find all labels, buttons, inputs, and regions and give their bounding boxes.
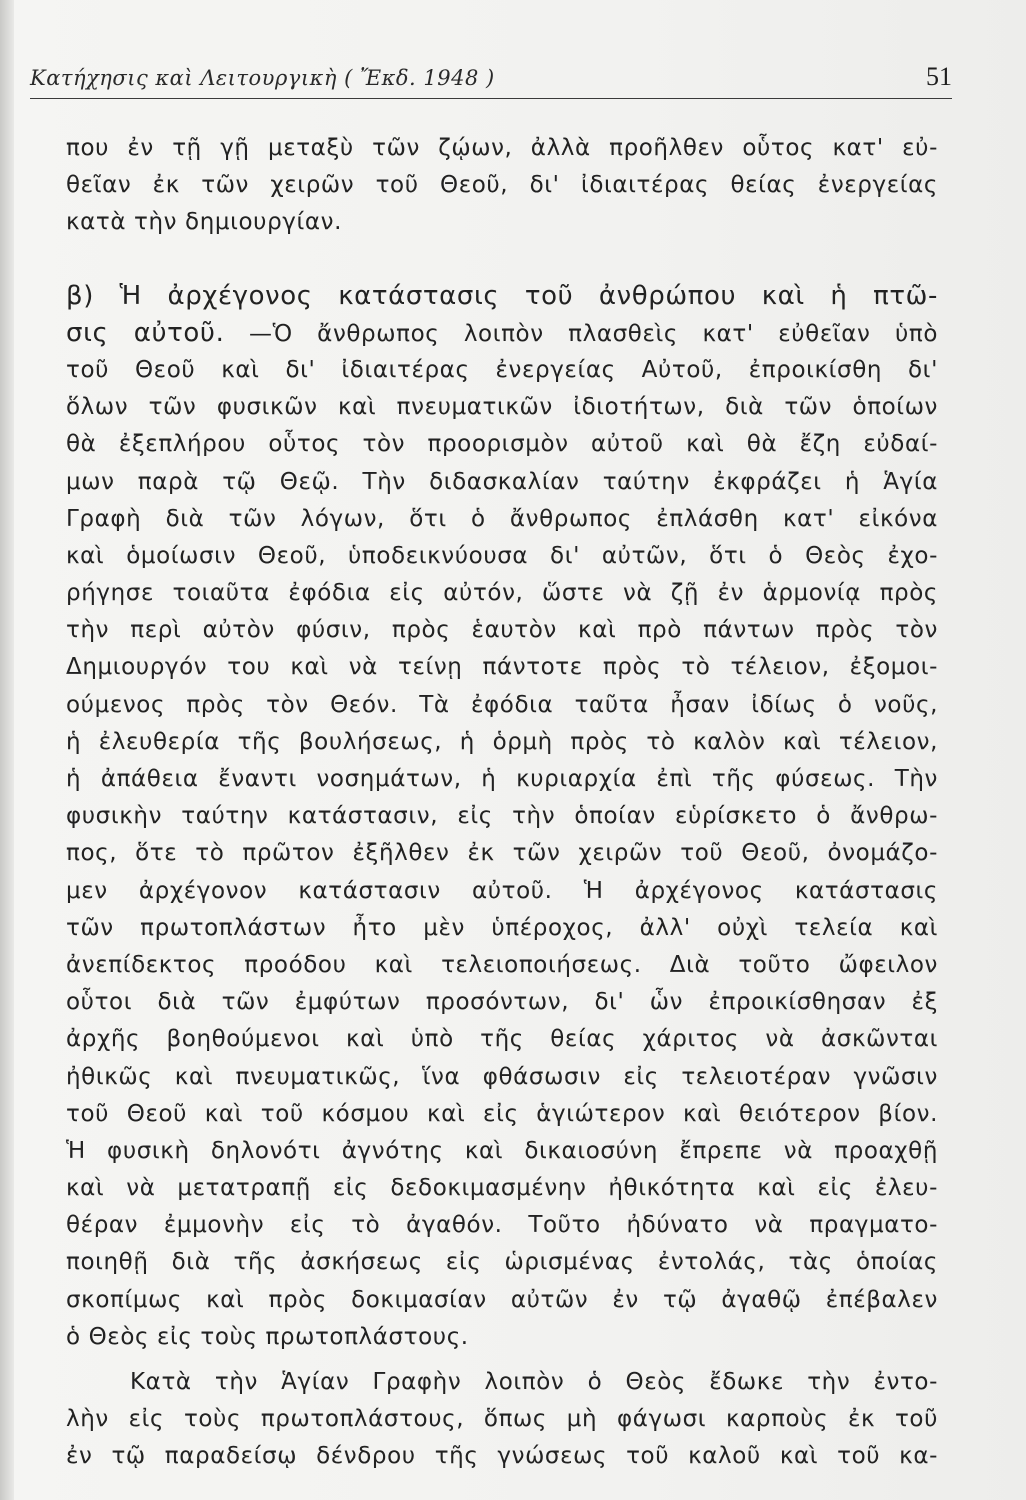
running-header	[30, 62, 952, 99]
text-line: καὶ νὰ μετατραπῇ εἰς δεδοκιμασμένην ἠθικότητα καὶ εἰς ἐλευ-	[66, 1175, 938, 1202]
text-line	[66, 315, 938, 352]
paragraph-gap	[66, 1356, 938, 1364]
text-line: ἀνεπίδεκτος προόδου καὶ τελειοποιήσεως. Διὰ τοῦτο ὤφειλον	[66, 951, 938, 978]
section-heading-end: σις αὐτοῦ.	[66, 317, 225, 348]
text-line: θέραν ἐμμονὴν εἰς τὸ ἀγαθόν. Τοῦτο ἠδύνατο νὰ πραγματο-	[66, 1212, 938, 1239]
section-heading: β) Ἡ ἀρχέγονος κατάστασις τοῦ ἀνθρώπου καὶ ἡ πτῶ-	[66, 280, 938, 311]
text-line: τὴν περὶ αὐτὸν φύσιν, πρὸς ἑαυτὸν καὶ πρὸ πάντων πρὸς τὸν	[66, 617, 938, 644]
paragraph-2	[66, 278, 938, 1356]
text-line: ἡ ἀπάθεια ἔναντι νοσημάτων, ἡ κυριαρχία ἐπὶ τῆς φύσεως. Τὴν	[66, 766, 938, 792]
running-title: Κατήχησις καὶ Λειτουργικὴ ( Ἔκδ. 1948 )	[30, 66, 495, 90]
text-line: ρήγησε τοιαῦτα ἐφόδια εἰς αὐτόν, ὥστε νὰ ζῇ ἐν ἁρμονίᾳ πρὸς	[66, 580, 938, 607]
text-line: καὶ ὁμοίωσιν Θεοῦ, ὑποδεικνύουσα δι' αὐτῶν, ὅτι ὁ Θεὸς ἐχο-	[66, 542, 938, 569]
page-edge-shadow	[0, 0, 14, 1500]
text-line: σκοπίμως καὶ πρὸς δοκιμασίαν αὐτῶν ἐν τῷ ἀγαθῷ ἐπέβαλεν	[66, 1286, 938, 1313]
page-number: 51	[926, 62, 952, 91]
text-line: Ἡ φυσικὴ δηλονότι ἀγνότης καὶ δικαιοσύνη ἔπρεπε νὰ προαχθῇ	[66, 1137, 938, 1164]
body-text	[66, 130, 938, 1476]
text-line: πος, ὅτε τὸ πρῶτον ἐξῆλθεν ἐκ τῶν χειρῶν τοῦ Θεοῦ, ὀνομάζο-	[66, 840, 938, 867]
text-line: ἡ ἐλευθερία τῆς βουλήσεως, ἡ ὁρμὴ πρὸς τὸ καλὸν καὶ τέλειον,	[66, 728, 938, 755]
paragraph-1	[66, 130, 938, 242]
text-line: μεν ἀρχέγονον κατάστασιν αὐτοῦ. Ἡ ἀρχέγονος κατάστασις	[66, 877, 938, 904]
text-line-rest: —Ὁ ἄνθρωπος λοιπὸν πλασθεὶς κατ' εὐθεῖαν ὑπὸ	[248, 320, 939, 347]
text-line: λὴν εἰς τοὺς πρωτοπλάστους, ὅπως μὴ φάγωσι καρποὺς ἐκ τοῦ	[66, 1406, 938, 1433]
text-line: Γραφὴ διὰ τῶν λόγων, ὅτι ὁ ἄνθρωπος ἐπλάσθη κατ' εἰκόνα	[66, 505, 938, 532]
text-line: Κατὰ τὴν Ἁγίαν Γραφὴν λοιπὸν ὁ Θεὸς ἔδωκε τὴν ἐντο-	[130, 1369, 938, 1395]
text-line: ούμενος πρὸς τὸν Θεόν. Τὰ ἐφόδια ταῦτα ἦσαν ἰδίως ὁ νοῦς,	[66, 691, 938, 718]
text-line: ὁ Θεὸς εἰς τοὺς πρωτοπλάστους.	[66, 1323, 469, 1350]
text-line: τοῦ Θεοῦ καὶ δι' ἰδιαιτέρας ἐνεργείας Αὐτοῦ, ἐπροικίσθη δι'	[66, 356, 938, 383]
text-line: Δημιουργόν του καὶ νὰ τείνῃ πάντοτε πρὸς τὸ τέλειον, ἐξομοι-	[66, 654, 938, 681]
text-line: ποιηθῇ διὰ τῆς ἀσκήσεως εἰς ὡρισμένας ἐντολάς, τὰς ὁποίας	[66, 1249, 938, 1276]
text-line: μων παρὰ τῷ Θεῷ. Τὴν διδασκαλίαν ταύτην ἐκφράζει ἡ Ἁγία	[66, 468, 938, 495]
text-line: ἐν τῷ παραδείσῳ δένδρου τῆς γνώσεως τοῦ καλοῦ καὶ τοῦ κα-	[66, 1443, 938, 1470]
text-line: κατὰ τὴν δημιουργίαν.	[66, 209, 342, 236]
text-line: οὗτοι διὰ τῶν ἐμφύτων προσόντων, δι' ὧν ἐπροικίσθησαν ἐξ	[66, 989, 938, 1016]
text-line: φυσικὴν ταύτην κατάστασιν, εἰς τὴν ὁποίαν εὑρίσκετο ὁ ἄνθρω-	[66, 803, 938, 830]
text-line: ὅλων τῶν φυσικῶν καὶ πνευματικῶν ἰδιοτήτων, διὰ τῶν ὁποίων	[66, 394, 938, 421]
text-line: ἀρχῆς βοηθούμενοι καὶ ὑπὸ τῆς θείας χάριτος νὰ ἀσκῶνται	[66, 1026, 938, 1053]
text-line: που ἐν τῇ γῇ μεταξὺ τῶν ζῴων, ἀλλὰ προῆλθεν οὗτος κατ' εὐ-	[66, 135, 938, 161]
text-line: θεῖαν ἐκ τῶν χειρῶν τοῦ Θεοῦ, δι' ἰδιαιτέρας θείας ἐνεργείας	[66, 172, 938, 199]
paragraph-3	[66, 1364, 938, 1476]
text-line: τῶν πρωτοπλάστων ἦτο μὲν ὑπέροχος, ἀλλ' οὐχὶ τελεία καὶ	[66, 914, 938, 941]
text-line: τοῦ Θεοῦ καὶ τοῦ κόσμου καὶ εἰς ἁγιώτερον καὶ θειότερον βίον.	[66, 1100, 938, 1127]
section-gap	[66, 242, 938, 278]
text-line: θὰ ἐξεπλήρου οὗτος τὸν προορισμὸν αὐτοῦ καὶ θὰ ἔζη εὐδαί-	[66, 431, 938, 458]
text-line: ἠθικῶς καὶ πνευματικῶς, ἵνα φθάσωσιν εἰς τελειοτέραν γνῶσιν	[66, 1063, 938, 1090]
